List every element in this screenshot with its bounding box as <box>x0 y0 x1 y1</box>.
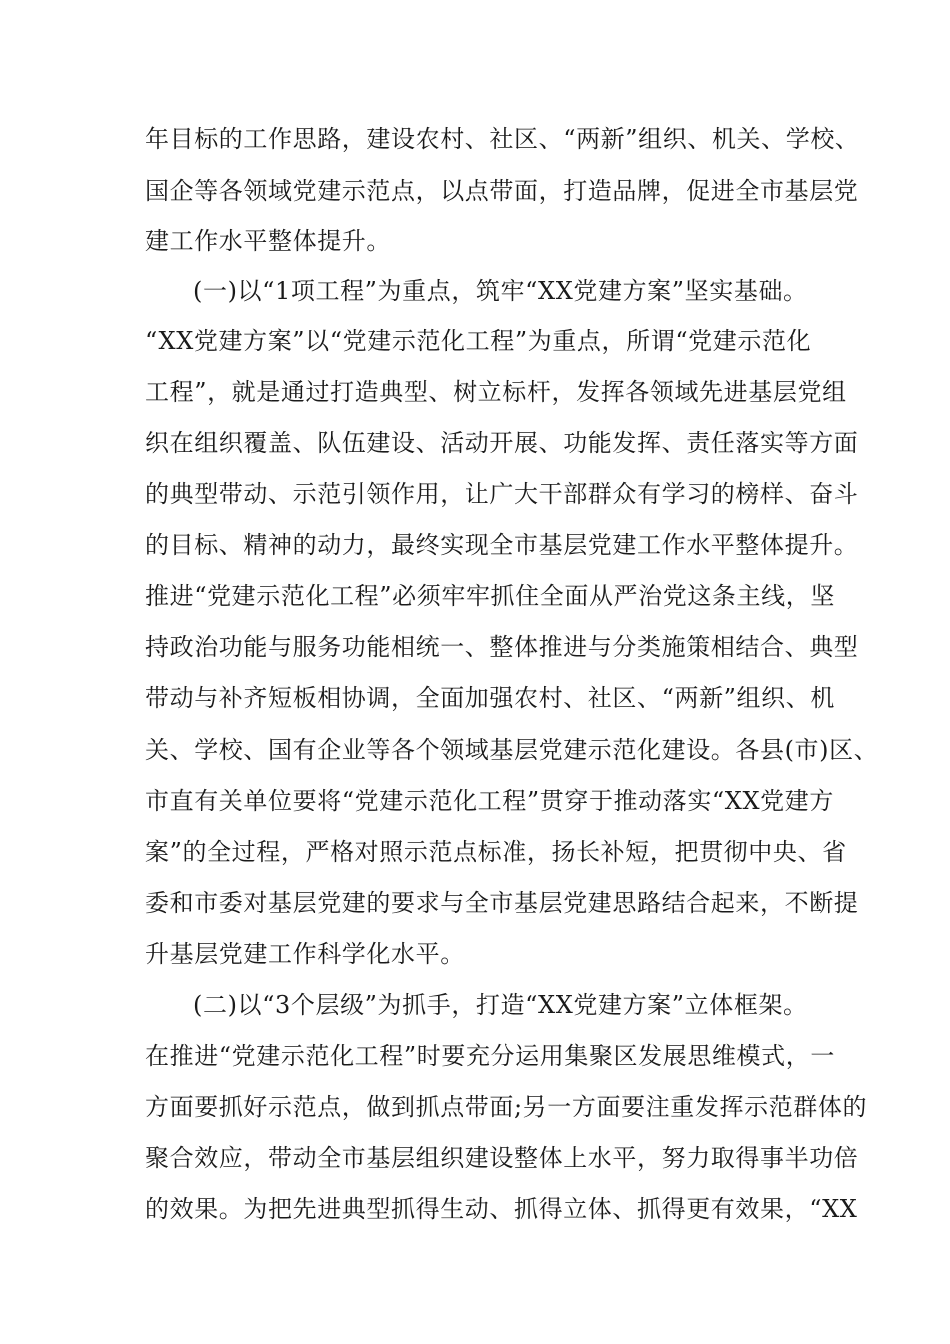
text-line: 持政治功能与服务功能相统一、整体推进与分类施策相结合、典型 <box>145 633 859 661</box>
text-line: 的目标、精神的动力，最终实现全市基层党建工作水平整体提升。 <box>145 531 859 559</box>
text-line: “XX党建方案”以“党建示范化工程”为重点，所谓“党建示范化 <box>145 327 812 355</box>
text-line: 带动与补齐短板相协调，全面加强农村、社区、“两新”组织、机 <box>145 684 835 712</box>
text-line: 的效果。为把先进典型抓得生动、抓得立体、抓得更有效果，“XX <box>145 1195 858 1223</box>
text-line: 的典型带动、示范引领作用，让广大干部群众有学习的榜样、奋斗 <box>145 480 859 508</box>
text-line: 关、学校、国有企业等各个领域基层党建示范化建设。各县(市)区、 <box>145 736 879 764</box>
section-heading: (一)以“1项工程”为重点，筑牢“XX党建方案”坚实基础。 <box>193 277 808 305</box>
text-line: 市直有关单位要将“党建示范化工程”贯穿于推动落实“XX党建方 <box>145 787 834 815</box>
text-line: 建工作水平整体提升。 <box>145 227 391 255</box>
section-heading: (二)以“3个层级”为抓手，打造“XX党建方案”立体框架。 <box>193 991 808 1019</box>
text-line: 织在组织覆盖、队伍建设、活动开展、功能发挥、责任落实等方面 <box>145 429 859 457</box>
text-line: 推进“党建示范化工程”必须牢牢抓住全面从严治党这条主线，坚 <box>145 582 835 610</box>
text-line: 在推进“党建示范化工程”时要充分运用集聚区发展思维模式，一 <box>145 1042 835 1070</box>
text-line: 国企等各领域党建示范点，以点带面，打造品牌，促进全市基层党 <box>145 177 859 205</box>
text-line: 聚合效应，带动全市基层组织建设整体上水平，努力取得事半功倍 <box>145 1144 859 1172</box>
text-line: 年目标的工作思路，建设农村、社区、“两新”组织、机关、学校、 <box>145 125 860 153</box>
text-line: 升基层党建工作科学化水平。 <box>145 940 465 968</box>
text-line: 工程”，就是通过打造典型、树立标杆，发挥各领域先进基层党组 <box>145 378 847 406</box>
text-line: 案”的全过程，严格对照示范点标准，扬长补短，把贯彻中央、省 <box>145 838 847 866</box>
text-line: 委和市委对基层党建的要求与全市基层党建思路结合起来，不断提 <box>145 889 859 917</box>
text-line: 方面要抓好示范点，做到抓点带面;另一方面要注重发挥示范群体的 <box>145 1093 868 1121</box>
